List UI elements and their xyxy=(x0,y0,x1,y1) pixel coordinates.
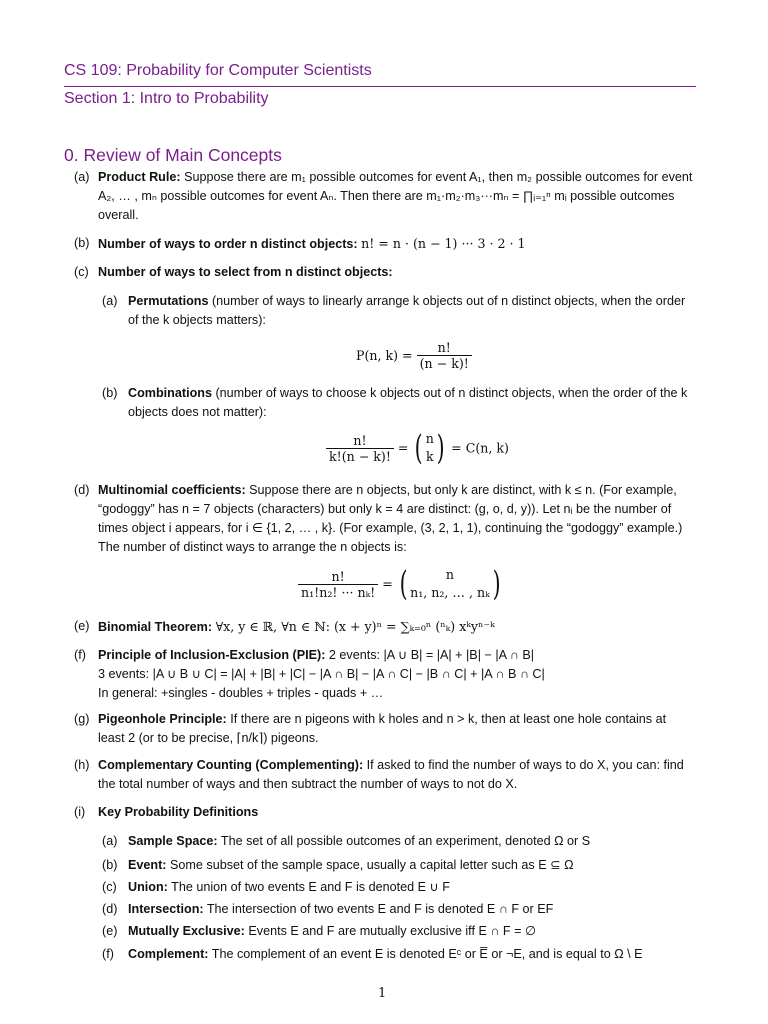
binom-bottom: k xyxy=(425,449,434,464)
item-title: Combinations xyxy=(128,386,212,400)
item-label: (f) xyxy=(74,648,86,662)
item-text: Suppose there are n objects, but only k are distinct, with k ≤ n. (For example, “godoggy” has n = 7 objects (characters) but only k = 4 are distinct: (g, o, d, y)). Let nᵢ be the number of times object i appears, for i ∈ {1, 2, … , k}. (For example, (3, 2, 1, 1), continuing the “godoggy” example.) The number of distinct ways to arrange the n objects is: xyxy=(98,483,683,554)
item-title: Number of ways to order n distinct objects: xyxy=(98,237,358,251)
def-mutually-exclusive xyxy=(102,922,696,941)
item-title: Binomial Theorem: xyxy=(98,620,213,634)
item-title: Product Rule: xyxy=(98,170,181,184)
def-union xyxy=(102,878,696,897)
eq-numerator: n! xyxy=(298,569,378,585)
header-rule xyxy=(64,86,696,87)
item-label: (d) xyxy=(74,483,90,497)
item-label: (b) xyxy=(102,858,118,872)
item-label: (h) xyxy=(74,758,90,772)
item-text: The union of two events E and F is denoted E ∪ F xyxy=(171,880,450,894)
eq-equals: = xyxy=(382,576,393,592)
item-label: (f) xyxy=(102,947,114,961)
item-title: Complement: xyxy=(128,947,209,961)
item-binomial-theorem xyxy=(74,617,696,637)
def-complement xyxy=(102,945,696,964)
fraction xyxy=(417,340,472,371)
item-label: (e) xyxy=(74,619,90,633)
eq-numerator: n! xyxy=(417,340,472,356)
item-text: n! = n · (n − 1) ··· 3 · 2 · 1 xyxy=(361,236,526,251)
item-text: (number of ways to choose k objects out of n distinct objects, when the order of the k objects does not matter): xyxy=(128,386,688,419)
subitem-combinations xyxy=(102,384,696,422)
item-text: The intersection of two events E and F is denoted E ∩ F or EF xyxy=(206,902,554,916)
item-select xyxy=(74,263,696,282)
permutation-equation xyxy=(356,340,472,371)
multinomial-coefficient: ( n n₁, n₂, … , nₖ ) xyxy=(399,564,501,604)
item-title: Complementary Counting (Complementing): xyxy=(98,758,364,772)
eq-equals: = xyxy=(397,440,409,456)
item-title: Permutations xyxy=(128,294,209,308)
item-label: (a) xyxy=(74,170,90,184)
item-label: (c) xyxy=(102,880,117,894)
item-order xyxy=(74,234,696,254)
item-text: Some subset of the sample space, usually a capital letter such as E ⊆ Ω xyxy=(170,858,574,872)
item-title: Key Probability Definitions xyxy=(98,805,259,819)
item-pigeonhole xyxy=(74,710,696,748)
item-label: (b) xyxy=(102,386,118,400)
fraction xyxy=(326,433,394,464)
item-text: If there are n pigeons with k holes and n > k, then at least one hole contains at least 2 (or to be precise, ⌈n/k⌉) pigeons. xyxy=(98,712,667,745)
subitem-permutations xyxy=(102,292,696,330)
item-label: (a) xyxy=(102,294,118,308)
item-title: Union: xyxy=(128,880,168,894)
item-text: The set of all possible outcomes of an experiment, denoted Ω or S xyxy=(220,834,591,848)
item-title: Event: xyxy=(128,858,167,872)
item-complementary-counting xyxy=(74,756,696,794)
item-text: (number of ways to linearly arrange k objects out of n distinct objects, when the order of the k objects matters): xyxy=(128,294,686,327)
eq-rhs: = C(n, k) xyxy=(451,440,509,456)
item-text: Suppose there are m₁ possible outcomes for event A₁, then m₂ possible outcomes for event A₂, … , mₙ possible outcomes for event Aₙ. Then there are m₁·m₂·m₃···mₙ = ∏ᵢ₌₁ⁿ mᵢ possible outcomes overall. xyxy=(98,170,693,222)
item-title: Number of ways to select from n distinct objects: xyxy=(98,265,393,279)
item-title: Multinomial coefficients: xyxy=(98,483,246,497)
item-text: If asked to find the number of ways to do X, you can: find the total number of ways and then subtract the number of ways to not do X. xyxy=(98,758,684,791)
fraction xyxy=(298,569,378,600)
item-title: Intersection: xyxy=(128,902,204,916)
item-probability-definitions xyxy=(74,803,696,822)
item-pie xyxy=(74,646,696,703)
item-label: (c) xyxy=(74,265,89,279)
combination-equation xyxy=(326,430,509,466)
item-title: Mutually Exclusive: xyxy=(128,924,245,938)
item-label: (d) xyxy=(102,902,118,916)
review-heading: 0. Review of Main Concepts xyxy=(64,145,282,165)
item-title: Sample Space: xyxy=(128,834,218,848)
item-label: (g) xyxy=(74,712,90,726)
def-sample-space xyxy=(102,832,696,851)
item-label: (e) xyxy=(102,924,118,938)
pie-three-events: 3 events: |A ∪ B ∪ C| = |A| + |B| + |C| − |A ∩ B| − |A ∩ C| − |B ∩ C| + |A ∩ B ∩ C| xyxy=(98,667,545,681)
item-label: (i) xyxy=(74,805,86,819)
def-event xyxy=(102,856,696,875)
page-number: 1 xyxy=(378,986,387,1001)
eq-denominator: k!(n − k)! xyxy=(329,448,391,464)
pie-two-events: 2 events: |A ∪ B| = |A| + |B| − |A ∩ B| xyxy=(328,648,535,662)
item-multinomial xyxy=(74,481,696,557)
pie-general: In general: +singles - doubles + triples - quads + … xyxy=(98,686,384,700)
eq-lhs: P(n, k) = xyxy=(356,348,413,363)
binom-top: n xyxy=(445,567,454,582)
section-title: Section 1: Intro to Probability xyxy=(64,90,269,107)
course-title: CS 109: Probability for Computer Scientists xyxy=(64,62,372,79)
eq-denominator: n₁!n₂! ··· nₖ! xyxy=(301,584,376,600)
def-intersection xyxy=(102,900,696,919)
item-text: The complement of an event E is denoted Eᶜ or E̅ or ¬E, and is equal to Ω \ E xyxy=(211,947,643,961)
item-label: (a) xyxy=(102,834,118,848)
item-product-rule xyxy=(74,168,696,225)
eq-numerator: n! xyxy=(326,433,394,449)
eq-denominator: (n − k)! xyxy=(419,356,469,371)
item-title: Principle of Inclusion-Exclusion (PIE): xyxy=(98,648,326,662)
binom-bottom: n₁, n₂, … , nₖ xyxy=(410,585,490,600)
item-text: ∀x, y ∈ ℝ, ∀n ∈ ℕ: (x + y)ⁿ = ∑ₖ₌₀ⁿ (ⁿₖ) xᵏyⁿ⁻ᵏ xyxy=(215,619,495,634)
item-label: (b) xyxy=(74,236,90,250)
item-title: Pigeonhole Principle: xyxy=(98,712,227,726)
binom-top: n xyxy=(425,431,434,446)
binomial: ( n k ) xyxy=(415,428,445,468)
item-text: Events E and F are mutually exclusive iff E ∩ F = ∅ xyxy=(248,924,536,938)
multinomial-equation xyxy=(298,566,503,602)
